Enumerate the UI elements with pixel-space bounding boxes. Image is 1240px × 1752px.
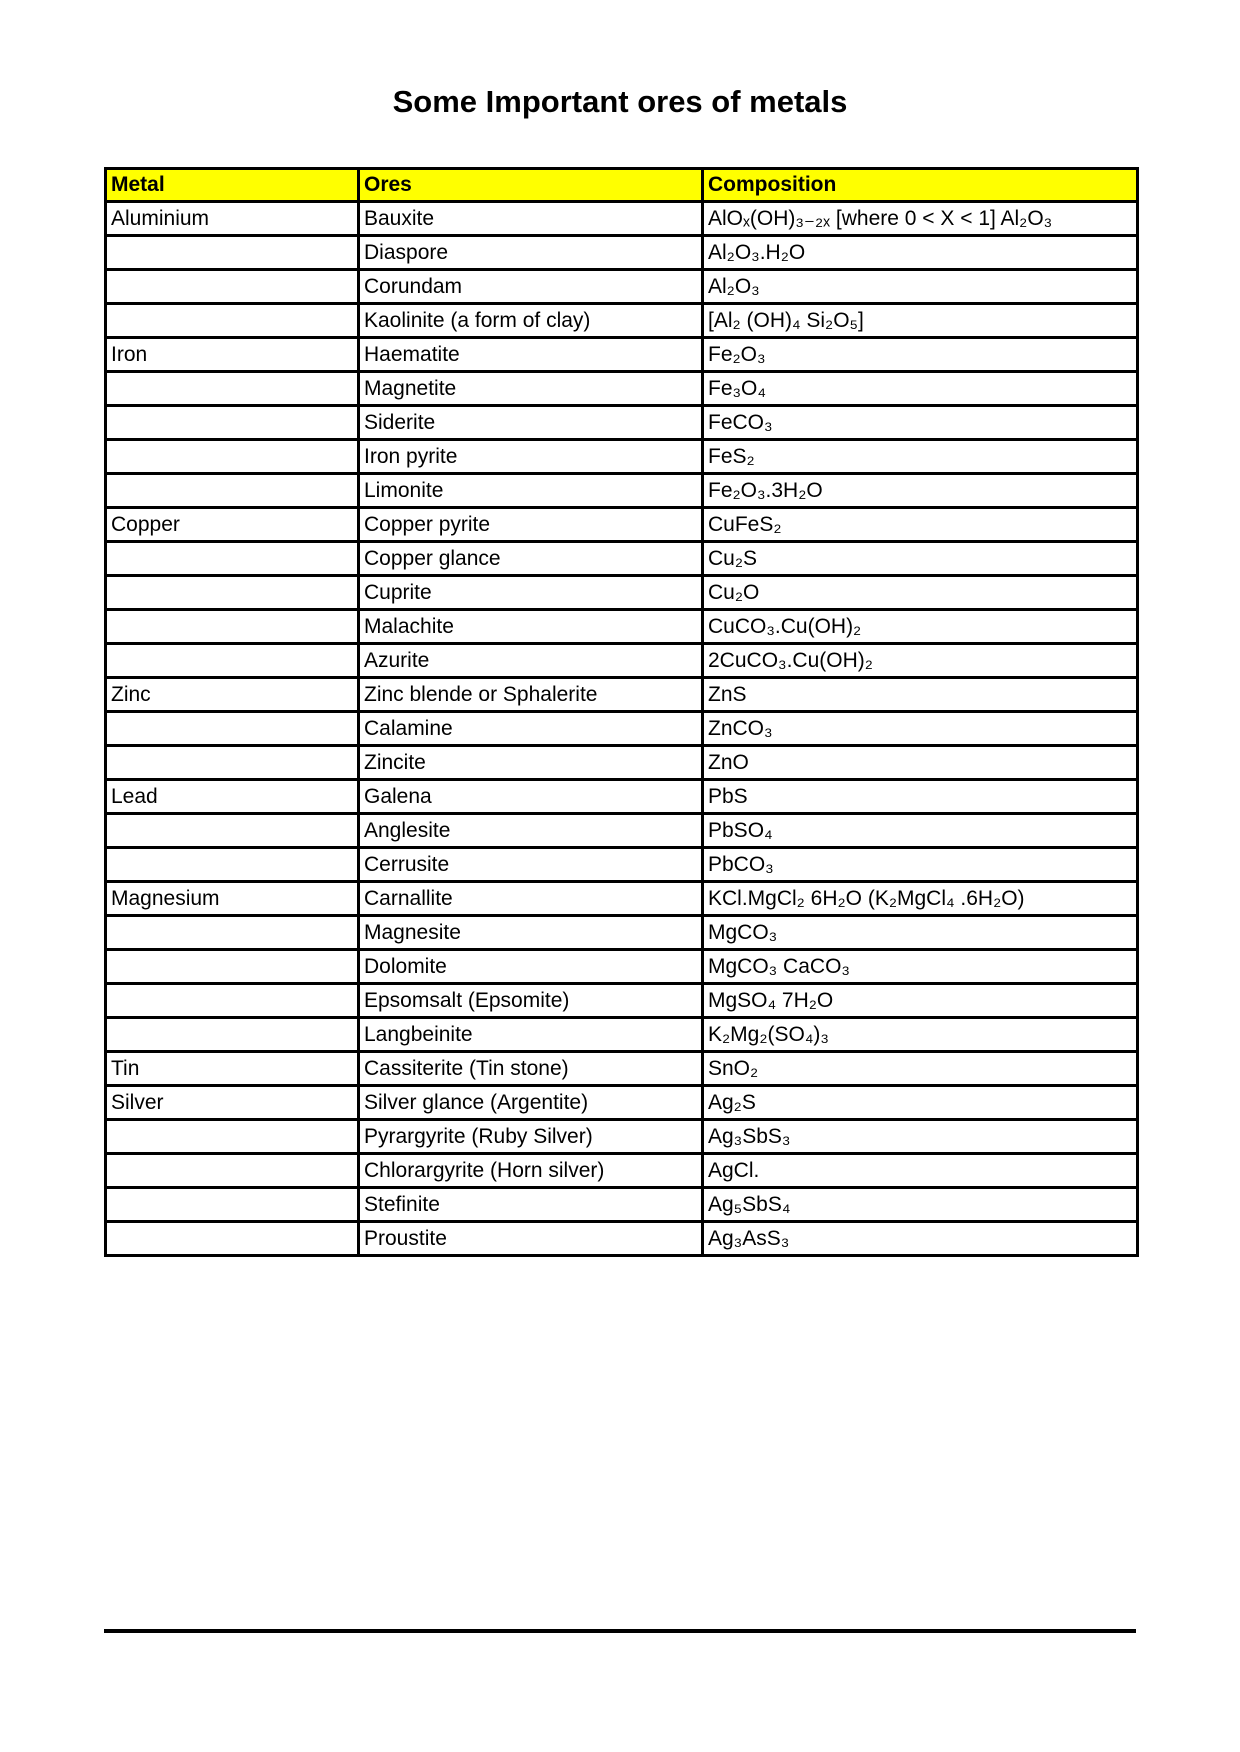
cell-ore: Calamine [359, 712, 703, 746]
cell-composition: MgCO₃ CaCO₃ [703, 950, 1138, 984]
cell-composition: MgCO₃ [703, 916, 1138, 950]
cell-metal [106, 406, 359, 440]
cell-metal [106, 1188, 359, 1222]
table-row [106, 746, 1138, 780]
table-row [106, 406, 1138, 440]
cell-metal: Magnesium [106, 882, 359, 916]
cell-ore: Corundam [359, 270, 703, 304]
table-row [106, 1154, 1138, 1188]
cell-composition: [Al₂ (OH)₄ Si₂O₅] [703, 304, 1138, 338]
cell-ore: Pyrargyrite (Ruby Silver) [359, 1120, 703, 1154]
cell-ore: Anglesite [359, 814, 703, 848]
table-row [106, 882, 1138, 916]
table-row [106, 338, 1138, 372]
cell-metal [106, 984, 359, 1018]
cell-ore: Carnallite [359, 882, 703, 916]
table-row [106, 712, 1138, 746]
cell-ore: Bauxite [359, 202, 703, 236]
cell-composition: ZnO [703, 746, 1138, 780]
cell-composition: Ag₃AsS₃ [703, 1222, 1138, 1256]
cell-metal [106, 712, 359, 746]
cell-metal [106, 1018, 359, 1052]
cell-ore: Siderite [359, 406, 703, 440]
cell-ore: Cuprite [359, 576, 703, 610]
cell-metal [106, 270, 359, 304]
table-row [106, 372, 1138, 406]
cell-ore: Iron pyrite [359, 440, 703, 474]
cell-composition: FeS₂ [703, 440, 1138, 474]
cell-composition: Fe₂O₃ [703, 338, 1138, 372]
table-row [106, 508, 1138, 542]
ores-table [104, 167, 1139, 1257]
footer-divider [104, 1629, 1136, 1633]
cell-composition: AlOₓ(OH)₃₋₂ₓ [where 0 < X < 1] Al₂O₃ [703, 202, 1138, 236]
cell-metal [106, 814, 359, 848]
cell-composition: Ag₂S [703, 1086, 1138, 1120]
cell-ore: Epsomsalt (Epsomite) [359, 984, 703, 1018]
cell-composition: CuFeS₂ [703, 508, 1138, 542]
cell-metal [106, 440, 359, 474]
table-row [106, 610, 1138, 644]
table-header-row [106, 169, 1138, 202]
cell-metal [106, 474, 359, 508]
cell-composition: CuCO₃.Cu(OH)₂ [703, 610, 1138, 644]
cell-ore: Copper glance [359, 542, 703, 576]
cell-metal [106, 950, 359, 984]
cell-ore: Stefinite [359, 1188, 703, 1222]
cell-composition: 2CuCO₃.Cu(OH)₂ [703, 644, 1138, 678]
table-row [106, 1120, 1138, 1154]
cell-composition: K₂Mg₂(SO₄)₃ [703, 1018, 1138, 1052]
cell-metal [106, 304, 359, 338]
cell-ore: Silver glance (Argentite) [359, 1086, 703, 1120]
cell-composition: MgSO₄ 7H₂O [703, 984, 1138, 1018]
cell-metal [106, 848, 359, 882]
cell-ore: Magnesite [359, 916, 703, 950]
cell-composition: Fe₃O₄ [703, 372, 1138, 406]
table-body [106, 202, 1138, 1256]
cell-ore: Limonite [359, 474, 703, 508]
table-row [106, 916, 1138, 950]
cell-composition: PbCO₃ [703, 848, 1138, 882]
cell-composition: Ag₅SbS₄ [703, 1188, 1138, 1222]
cell-metal: Lead [106, 780, 359, 814]
cell-composition: FeCO₃ [703, 406, 1138, 440]
cell-composition: AgCl. [703, 1154, 1138, 1188]
table-row [106, 1188, 1138, 1222]
table-row [106, 814, 1138, 848]
cell-ore: Chlorargyrite (Horn silver) [359, 1154, 703, 1188]
table-row [106, 1086, 1138, 1120]
cell-composition: Fe₂O₃.3H₂O [703, 474, 1138, 508]
table-row [106, 236, 1138, 270]
table-row [106, 440, 1138, 474]
cell-metal [106, 542, 359, 576]
cell-ore: Diaspore [359, 236, 703, 270]
cell-composition: Cu₂S [703, 542, 1138, 576]
table-row [106, 474, 1138, 508]
table-row [106, 202, 1138, 236]
page-title: Some Important ores of metals [392, 84, 848, 119]
cell-metal: Silver [106, 1086, 359, 1120]
cell-composition: Cu₂O [703, 576, 1138, 610]
cell-metal: Copper [106, 508, 359, 542]
table-row [106, 1222, 1138, 1256]
header-ores: Ores [359, 169, 703, 202]
cell-composition: ZnCO₃ [703, 712, 1138, 746]
table-row [106, 678, 1138, 712]
table-row [106, 950, 1138, 984]
table-row [106, 644, 1138, 678]
cell-composition: PbSO₄ [703, 814, 1138, 848]
cell-composition: ZnS [703, 678, 1138, 712]
table-row [106, 576, 1138, 610]
cell-composition: Al₂O₃ [703, 270, 1138, 304]
table-row [106, 848, 1138, 882]
cell-ore: Langbeinite [359, 1018, 703, 1052]
cell-composition: SnO₂ [703, 1052, 1138, 1086]
header-metal: Metal [106, 169, 359, 202]
cell-metal: Tin [106, 1052, 359, 1086]
cell-ore: Malachite [359, 610, 703, 644]
cell-metal [106, 610, 359, 644]
cell-ore: Proustite [359, 1222, 703, 1256]
cell-metal [106, 1154, 359, 1188]
cell-metal [106, 644, 359, 678]
cell-ore: Haematite [359, 338, 703, 372]
cell-ore: Galena [359, 780, 703, 814]
cell-metal: Zinc [106, 678, 359, 712]
cell-metal [106, 236, 359, 270]
cell-ore: Cassiterite (Tin stone) [359, 1052, 703, 1086]
cell-ore: Kaolinite (a form of clay) [359, 304, 703, 338]
cell-composition: Al₂O₃.H₂O [703, 236, 1138, 270]
cell-composition: KCl.MgCl₂ 6H₂O (K₂MgCl₄ .6H₂O) [703, 882, 1138, 916]
cell-ore: Magnetite [359, 372, 703, 406]
cell-metal [106, 576, 359, 610]
cell-composition: PbS [703, 780, 1138, 814]
table-row [106, 304, 1138, 338]
cell-ore: Cerrusite [359, 848, 703, 882]
cell-ore: Zinc blende or Sphalerite [359, 678, 703, 712]
cell-metal [106, 1120, 359, 1154]
table-row [106, 270, 1138, 304]
cell-ore: Dolomite [359, 950, 703, 984]
table-row [106, 1052, 1138, 1086]
cell-metal [106, 372, 359, 406]
cell-ore: Zincite [359, 746, 703, 780]
header-composition: Composition [703, 169, 1138, 202]
cell-metal [106, 746, 359, 780]
table-row [106, 1018, 1138, 1052]
cell-metal [106, 1222, 359, 1256]
table-row [106, 780, 1138, 814]
cell-ore: Copper pyrite [359, 508, 703, 542]
table-row [106, 542, 1138, 576]
table-row [106, 984, 1138, 1018]
cell-ore: Azurite [359, 644, 703, 678]
cell-metal: Aluminium [106, 202, 359, 236]
cell-metal: Iron [106, 338, 359, 372]
cell-metal [106, 916, 359, 950]
cell-composition: Ag₃SbS₃ [703, 1120, 1138, 1154]
